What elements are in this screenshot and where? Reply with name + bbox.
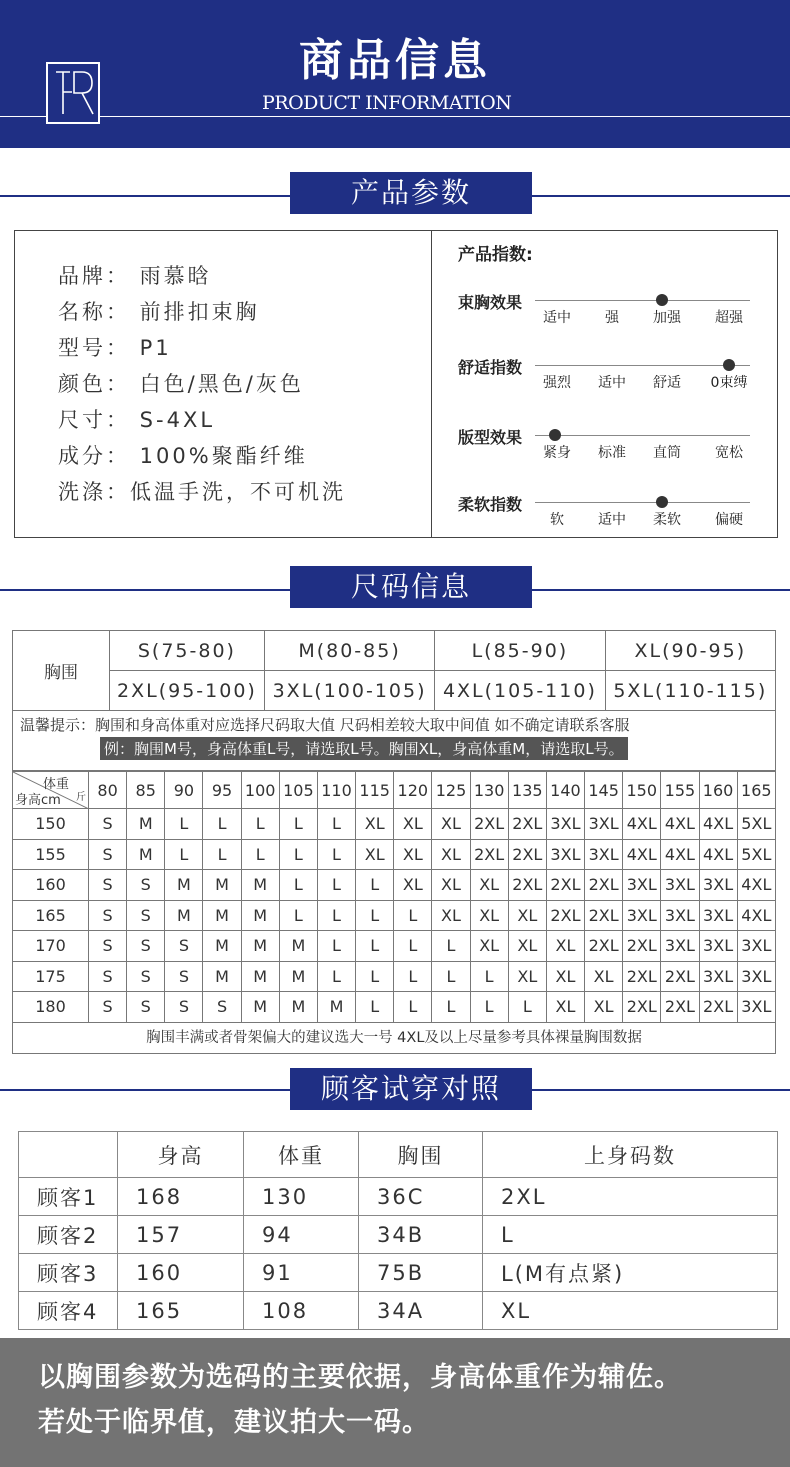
param-row: 洗涤：低温手洗，不可机洗 bbox=[58, 480, 346, 504]
height-header: 175 bbox=[13, 961, 89, 992]
size-value: 2XL bbox=[585, 870, 623, 901]
size-value: 4XL bbox=[623, 839, 661, 870]
size-value: 3XL bbox=[737, 992, 775, 1023]
size-value: 3XL bbox=[623, 870, 661, 901]
size-value: L bbox=[203, 809, 241, 840]
size-value: 3XL bbox=[699, 900, 737, 931]
size-value: 3XL bbox=[546, 839, 584, 870]
table-row bbox=[13, 931, 776, 962]
weight-header: 160 bbox=[699, 772, 737, 809]
size-value: S bbox=[89, 992, 127, 1023]
size-value: L bbox=[203, 839, 241, 870]
size-value: S bbox=[203, 992, 241, 1023]
size-value: 3XL bbox=[623, 900, 661, 931]
section-title-params: 产品参数 bbox=[290, 172, 532, 214]
size-value: S bbox=[165, 992, 203, 1023]
footer-line-2: 若处于临界值，建议拍大一码。 bbox=[38, 1407, 430, 1438]
size-value: 2XL bbox=[623, 931, 661, 962]
table-header-row bbox=[19, 1132, 778, 1178]
size-value: M bbox=[241, 992, 279, 1023]
height-weight-grid bbox=[12, 771, 776, 1023]
index-track bbox=[535, 365, 750, 366]
size-cell: 3XL(100-105) bbox=[264, 671, 434, 711]
size-value: XL bbox=[585, 961, 623, 992]
table-cell: 顾客3 bbox=[19, 1254, 118, 1292]
size-value: M bbox=[127, 839, 165, 870]
size-value: M bbox=[241, 870, 279, 901]
table-cell: 顾客4 bbox=[19, 1292, 118, 1330]
size-value: L bbox=[317, 809, 355, 840]
table-row bbox=[19, 1178, 778, 1216]
size-value: L bbox=[279, 900, 317, 931]
tip-text: 温馨提示：胸围和身高体重对应选择尺码取大值 尺码相差较大取中间值 如不确定请联系客服 bbox=[20, 716, 630, 734]
size-value: S bbox=[89, 809, 127, 840]
size-value: L bbox=[356, 961, 394, 992]
size-value: 5XL bbox=[737, 809, 775, 840]
table-cell: L(M有点紧) bbox=[483, 1254, 778, 1292]
size-value: M bbox=[127, 809, 165, 840]
size-value: XL bbox=[432, 870, 470, 901]
column-header: 胸围 bbox=[359, 1132, 483, 1178]
size-value: S bbox=[165, 961, 203, 992]
size-value: 3XL bbox=[737, 931, 775, 962]
size-value: XL bbox=[470, 870, 508, 901]
size-value: L bbox=[241, 809, 279, 840]
size-value: L bbox=[317, 931, 355, 962]
table-cell: 108 bbox=[244, 1292, 359, 1330]
size-value: XL bbox=[508, 931, 546, 962]
size-value: M bbox=[279, 931, 317, 962]
size-value: 2XL bbox=[699, 992, 737, 1023]
table-row bbox=[13, 870, 776, 901]
column-header: 上身码数 bbox=[483, 1132, 778, 1178]
weight-header: 120 bbox=[394, 772, 432, 809]
size-value: XL bbox=[470, 931, 508, 962]
size-value: S bbox=[89, 961, 127, 992]
index-option: 强烈 bbox=[543, 375, 571, 391]
table-cell: 顾客2 bbox=[19, 1216, 118, 1254]
table-cell: 157 bbox=[118, 1216, 244, 1254]
size-value: 4XL bbox=[623, 809, 661, 840]
height-header: 165 bbox=[13, 900, 89, 931]
size-value: 3XL bbox=[661, 870, 699, 901]
size-value: 3XL bbox=[661, 900, 699, 931]
size-value: S bbox=[89, 931, 127, 962]
table-cell: 130 bbox=[244, 1178, 359, 1216]
table-row bbox=[13, 992, 776, 1023]
page-title: 商品信息 bbox=[299, 35, 491, 86]
size-value: M bbox=[317, 992, 355, 1023]
size-value: 3XL bbox=[699, 961, 737, 992]
height-header: 170 bbox=[13, 931, 89, 962]
size-value: L bbox=[241, 839, 279, 870]
size-value: 2XL bbox=[623, 992, 661, 1023]
section-title-size: 尺码信息 bbox=[290, 566, 532, 608]
param-row: 成分： 100%聚酯纤维 bbox=[58, 444, 308, 468]
size-value: L bbox=[394, 931, 432, 962]
size-value: XL bbox=[432, 900, 470, 931]
param-row: 名称： 前排扣束胸 bbox=[58, 300, 260, 324]
size-value: L bbox=[394, 961, 432, 992]
size-value: L bbox=[317, 839, 355, 870]
grid-note: 胸围丰满或者骨架偏大的建议选大一号 4XL及以上尽量参考具体裸量胸围数据 bbox=[12, 1023, 776, 1054]
size-value: 4XL bbox=[737, 870, 775, 901]
param-row: 颜色： 白色/黑色/灰色 bbox=[58, 372, 304, 396]
footer-line-1: 以胸围参数为选码的主要依据，身高体重作为辅佐。 bbox=[38, 1362, 682, 1393]
size-value: M bbox=[241, 900, 279, 931]
size-value: L bbox=[317, 870, 355, 901]
index-option: 适中 bbox=[598, 375, 626, 391]
weight-header: 155 bbox=[661, 772, 699, 809]
param-row: 品牌： 雨慕晗 bbox=[58, 264, 212, 288]
size-value: L bbox=[356, 870, 394, 901]
size-value: XL bbox=[394, 870, 432, 901]
height-header: 180 bbox=[13, 992, 89, 1023]
table-cell: 2XL bbox=[483, 1178, 778, 1216]
size-value: S bbox=[127, 992, 165, 1023]
size-value: L bbox=[394, 992, 432, 1023]
index-option: 宽松 bbox=[715, 445, 743, 461]
size-value: L bbox=[317, 961, 355, 992]
size-value: 4XL bbox=[699, 809, 737, 840]
size-value: M bbox=[203, 931, 241, 962]
index-option: 适中 bbox=[598, 512, 626, 528]
size-value: L bbox=[279, 809, 317, 840]
size-value: L bbox=[356, 992, 394, 1023]
table-cell: 34B bbox=[359, 1216, 483, 1254]
index-track bbox=[535, 435, 750, 436]
size-value: 4XL bbox=[661, 809, 699, 840]
size-value: L bbox=[394, 900, 432, 931]
column-header: 体重 bbox=[244, 1132, 359, 1178]
size-cell: 4XL(105-110) bbox=[435, 671, 605, 711]
size-value: XL bbox=[356, 839, 394, 870]
index-label: 柔软指数 bbox=[458, 495, 523, 514]
weight-header: 165 bbox=[737, 772, 775, 809]
index-track bbox=[535, 502, 750, 503]
index-label: 束胸效果 bbox=[458, 293, 523, 312]
size-value: L bbox=[470, 992, 508, 1023]
header-divider bbox=[0, 116, 790, 117]
index-marker bbox=[549, 429, 561, 441]
size-value: M bbox=[165, 870, 203, 901]
height-header: 155 bbox=[13, 839, 89, 870]
weight-header: 110 bbox=[317, 772, 355, 809]
size-value: 3XL bbox=[546, 809, 584, 840]
weight-header: 85 bbox=[127, 772, 165, 809]
size-value: XL bbox=[546, 961, 584, 992]
weight-header: 140 bbox=[546, 772, 584, 809]
table-cell: 36C bbox=[359, 1178, 483, 1216]
size-value: 2XL bbox=[661, 961, 699, 992]
table-row bbox=[13, 900, 776, 931]
weight-header: 130 bbox=[470, 772, 508, 809]
weight-header: 100 bbox=[241, 772, 279, 809]
corner-unit: 斤 bbox=[76, 792, 86, 803]
weight-header: 80 bbox=[89, 772, 127, 809]
index-title: 产品指数: bbox=[458, 245, 533, 265]
index-label: 版型效果 bbox=[458, 428, 523, 447]
table-row bbox=[19, 1292, 778, 1330]
size-cell: 2XL(95-100) bbox=[110, 671, 265, 711]
size-value: L bbox=[165, 839, 203, 870]
size-value: 2XL bbox=[508, 839, 546, 870]
size-value: 3XL bbox=[585, 839, 623, 870]
index-track bbox=[535, 300, 750, 301]
index-marker bbox=[723, 359, 735, 371]
weight-header: 105 bbox=[279, 772, 317, 809]
index-option: 0束缚 bbox=[710, 375, 748, 391]
size-value: L bbox=[508, 992, 546, 1023]
size-value: XL bbox=[585, 992, 623, 1023]
index-option: 强 bbox=[605, 310, 619, 326]
size-value: XL bbox=[394, 809, 432, 840]
param-row: 尺寸： S-4XL bbox=[58, 408, 216, 432]
size-value: 2XL bbox=[661, 992, 699, 1023]
size-value: XL bbox=[508, 900, 546, 931]
index-option: 舒适 bbox=[653, 375, 681, 391]
size-cell: 5XL(110-115) bbox=[605, 671, 775, 711]
size-value: L bbox=[317, 900, 355, 931]
index-option: 标准 bbox=[598, 445, 626, 461]
index-option: 加强 bbox=[653, 310, 681, 326]
corner-height: 身高cm bbox=[15, 793, 61, 808]
size-value: 2XL bbox=[546, 900, 584, 931]
index-option: 紧身 bbox=[543, 445, 571, 461]
size-value: L bbox=[165, 809, 203, 840]
size-value: XL bbox=[432, 809, 470, 840]
table-cell: 160 bbox=[118, 1254, 244, 1292]
size-cell: M(80-85) bbox=[264, 631, 434, 671]
size-value: 5XL bbox=[737, 839, 775, 870]
table-row bbox=[19, 1254, 778, 1292]
size-value: XL bbox=[432, 839, 470, 870]
section-title-customers: 顾客试穿对照 bbox=[290, 1068, 532, 1110]
size-value: S bbox=[127, 870, 165, 901]
example-text: 例：胸围M号，身高体重L号，请选取L号。胸围XL，身高体重M，请选取L号。 bbox=[100, 737, 628, 760]
weight-header: 115 bbox=[356, 772, 394, 809]
column-header: 身高 bbox=[118, 1132, 244, 1178]
size-value: 2XL bbox=[470, 839, 508, 870]
size-value: 2XL bbox=[623, 961, 661, 992]
size-value: S bbox=[127, 931, 165, 962]
customer-table bbox=[18, 1131, 777, 1330]
size-value: L bbox=[279, 870, 317, 901]
index-option: 偏硬 bbox=[715, 512, 743, 528]
size-value: 2XL bbox=[546, 870, 584, 901]
index-marker bbox=[656, 294, 668, 306]
size-value: M bbox=[279, 992, 317, 1023]
weight-header: 90 bbox=[165, 772, 203, 809]
index-option: 柔软 bbox=[653, 512, 681, 528]
size-value: 2XL bbox=[508, 870, 546, 901]
table-cell: 165 bbox=[118, 1292, 244, 1330]
size-value: 3XL bbox=[737, 961, 775, 992]
size-value: XL bbox=[394, 839, 432, 870]
height-header: 150 bbox=[13, 809, 89, 840]
size-value: M bbox=[203, 961, 241, 992]
size-value: 4XL bbox=[737, 900, 775, 931]
size-value: M bbox=[165, 900, 203, 931]
column-header bbox=[19, 1132, 118, 1178]
table-cell: 顾客1 bbox=[19, 1178, 118, 1216]
table-row bbox=[13, 839, 776, 870]
size-value: 2XL bbox=[470, 809, 508, 840]
size-value: M bbox=[203, 870, 241, 901]
size-value: S bbox=[89, 870, 127, 901]
index-option: 超强 bbox=[715, 310, 743, 326]
size-value: L bbox=[432, 992, 470, 1023]
size-value: XL bbox=[356, 809, 394, 840]
param-row: 型号： P1 bbox=[58, 336, 172, 360]
table-cell: 168 bbox=[118, 1178, 244, 1216]
index-option: 直筒 bbox=[653, 445, 681, 461]
size-value: M bbox=[279, 961, 317, 992]
size-value: 3XL bbox=[699, 870, 737, 901]
size-value: S bbox=[127, 961, 165, 992]
table-cell: XL bbox=[483, 1292, 778, 1330]
size-value: M bbox=[241, 961, 279, 992]
size-value: L bbox=[356, 931, 394, 962]
table-row bbox=[13, 961, 776, 992]
size-value: XL bbox=[508, 961, 546, 992]
size-value: 2XL bbox=[585, 931, 623, 962]
size-cell: S(75-80) bbox=[110, 631, 265, 671]
table-cell: 91 bbox=[244, 1254, 359, 1292]
size-value: 3XL bbox=[585, 809, 623, 840]
size-value: XL bbox=[546, 931, 584, 962]
size-value: L bbox=[470, 961, 508, 992]
params-divider bbox=[431, 230, 432, 538]
weight-header: 150 bbox=[623, 772, 661, 809]
size-value: L bbox=[356, 900, 394, 931]
index-option: 软 bbox=[550, 512, 564, 528]
weight-header: 145 bbox=[585, 772, 623, 809]
size-range-table bbox=[12, 630, 776, 711]
size-value: L bbox=[432, 961, 470, 992]
size-value: 2XL bbox=[508, 809, 546, 840]
size-value: S bbox=[165, 931, 203, 962]
weight-header: 95 bbox=[203, 772, 241, 809]
size-value: S bbox=[89, 839, 127, 870]
table-cell: 75B bbox=[359, 1254, 483, 1292]
table-cell: L bbox=[483, 1216, 778, 1254]
size-cell: XL(90-95) bbox=[605, 631, 775, 671]
size-value: S bbox=[127, 900, 165, 931]
size-value: 4XL bbox=[699, 839, 737, 870]
corner-weight: 体重 bbox=[43, 777, 70, 792]
chest-label: 胸围 bbox=[13, 631, 110, 711]
table-cell: 94 bbox=[244, 1216, 359, 1254]
table-cell: 34A bbox=[359, 1292, 483, 1330]
grid-corner bbox=[13, 772, 89, 809]
weight-header: 125 bbox=[432, 772, 470, 809]
size-value: 3XL bbox=[661, 931, 699, 962]
table-row bbox=[19, 1216, 778, 1254]
size-cell: L(85-90) bbox=[435, 631, 605, 671]
size-value: 3XL bbox=[699, 931, 737, 962]
size-value: 4XL bbox=[661, 839, 699, 870]
size-value: M bbox=[203, 900, 241, 931]
size-value: S bbox=[89, 900, 127, 931]
index-label: 舒适指数 bbox=[458, 358, 523, 377]
table-row bbox=[13, 809, 776, 840]
size-value: L bbox=[432, 931, 470, 962]
size-value: XL bbox=[546, 992, 584, 1023]
index-option: 适中 bbox=[543, 310, 571, 326]
size-value: L bbox=[279, 839, 317, 870]
page-subtitle: PRODUCT INFORMATION bbox=[262, 92, 512, 114]
height-header: 160 bbox=[13, 870, 89, 901]
size-value: M bbox=[241, 931, 279, 962]
size-value: 2XL bbox=[585, 900, 623, 931]
size-value: XL bbox=[470, 900, 508, 931]
index-marker bbox=[656, 496, 668, 508]
weight-header: 135 bbox=[508, 772, 546, 809]
